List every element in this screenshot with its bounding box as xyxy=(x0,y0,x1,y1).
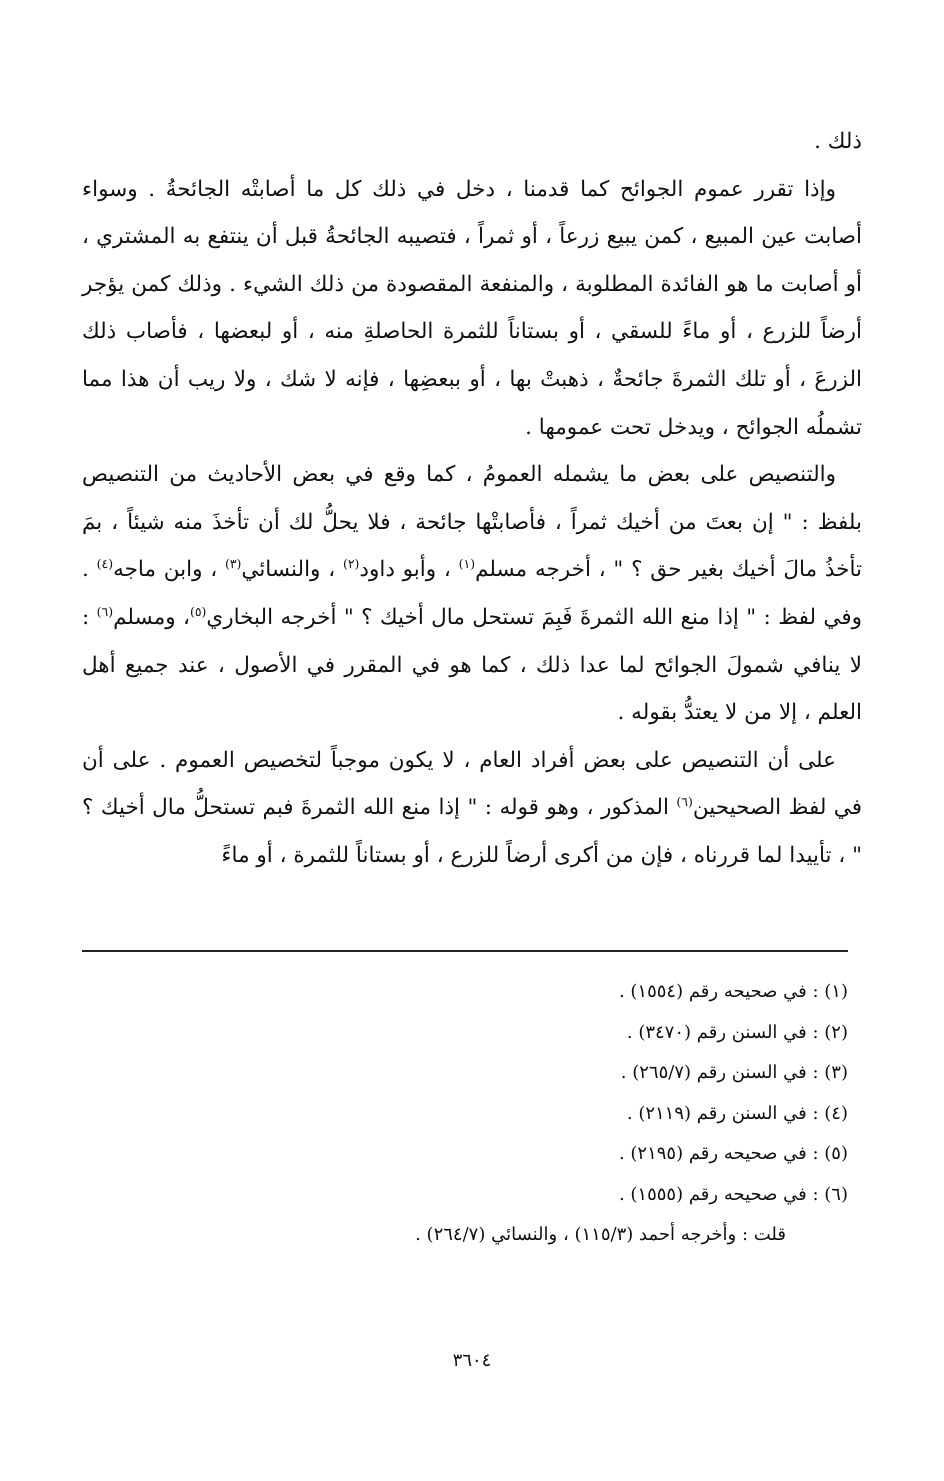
text-run: ، ومسلم xyxy=(113,604,190,630)
footnote-ref-3[interactable]: (٣) xyxy=(224,556,242,572)
footnote-6: (٦) : في صحيحه رقم (١٥٥٥) . xyxy=(618,1183,848,1205)
paragraph-3 xyxy=(82,737,862,880)
footnote-3: (٣) : في السنن رقم (٢٦٥/٧) . xyxy=(620,1062,848,1083)
paragraph-2 xyxy=(82,451,862,737)
footnotes xyxy=(110,972,848,1256)
footnote-ref-5[interactable]: (٥) xyxy=(189,603,207,619)
text-run: على أن التنصيص على بعض أفراد العام ، لا يكون موجباً لتخصيص العموم . على أن في لفظ الصحيحين xyxy=(82,747,863,821)
footnote-4: (٤) : في السنن رقم (٢١١٩) . xyxy=(626,1102,848,1124)
footnote-editor-note: قلت : وأخرجه أحمد (١١٥/٣) ، والنسائي (٢٦٤/٧) . xyxy=(415,1224,786,1245)
footnote-5: (٥) : في صحيحه رقم (٢١٩٥) . xyxy=(618,1143,848,1164)
page-number: ٣٦٠٤ xyxy=(452,1350,492,1371)
text-run: والتنصيص على بعض ما يشمله العمومُ ، كما وقع في بعض الأحاديث من التنصيص بلفظ : " إن بعتَ من أخيك ثمراً ، فأصابتْها جائحة ، فلا يحلُّ لك أن تأخذَ منه شيئاً ، بمَ تأخذُ مالَ أخيك بغير حق ؟ " ، أخرجه مسلم xyxy=(82,462,862,583)
footnote-ref-4[interactable]: (٤) xyxy=(96,556,114,572)
main-text xyxy=(82,118,862,880)
text-run: : لا ينافي شمولَ الجوائح لما عدا ذلك ، كما هو في المقرر في الأصول ، عند جميع أهل العلم ، إلا من لا يعتدُّ بقوله . xyxy=(82,604,862,726)
footnote-1: (١) : في صحيحه رقم (١٥٥٤) . xyxy=(618,981,848,1002)
footnote-divider xyxy=(82,950,848,952)
footnote-ref-1[interactable]: (١) xyxy=(458,556,476,572)
footnote-ref-6[interactable]: (٦) xyxy=(676,794,693,810)
text-run: المذكور ، وهو قوله : " إذا منع الله الثمرةَ فبم تستحلُّ مال أخيك ؟ " ، تأييدا لما قررناه ، فإن من أكرى أرضاً للزرع ، أو بستاناً للثمرة ، أو ماءً xyxy=(82,795,862,868)
text-run: ، وأبو داود xyxy=(359,557,459,583)
text-run: ، وابن ماجه xyxy=(113,557,225,583)
paragraph-opening: ذلك . xyxy=(814,129,862,154)
text-run: ، والنسائي xyxy=(241,557,343,583)
footnote-2: (٢) : في السنن رقم (٣٤٧٠) . xyxy=(626,1021,848,1043)
text-run: . وفي لفظ : " إذا منع الله الثمرةَ فَبِمَ تستحل مال أخيك ؟ " أخرجه البخاري xyxy=(82,557,863,630)
footnote-ref-6[interactable]: (٦) xyxy=(96,603,114,619)
footnote-ref-2[interactable]: (٢) xyxy=(342,556,360,572)
paragraph-1: وإذا تقرر عموم الجوائح كما قدمنا ، دخل في ذلك كل ما أصابتْه الجائحةُ . وسواء أصابت عين المبيع ، كمن يبيع زرعاً ، أو ثمراً ، فتصيبه الجائحةُ قبل أن ينتفع به المشتري ، أو أصابت ما هو الفائدة المطلوبة ، والمنفعة المقصودة من ذلك الشيء . وذلك كمن يؤجر أرضاً للزرع ، أو ماءً للسقي ، أو بستاناً للثمرة الحاصلةِ منه ، أو لبعضها ، فأصاب ذلك الزرعَ ، أو تلك الثمرةَ جائحةٌ ، ذهبتْ بها ، أو ببعضِها ، فإنه لا شك ، ولا ريب أن هذا مما تشملُه الجوائح ، ويدخل تحت عمومها . xyxy=(82,176,862,440)
